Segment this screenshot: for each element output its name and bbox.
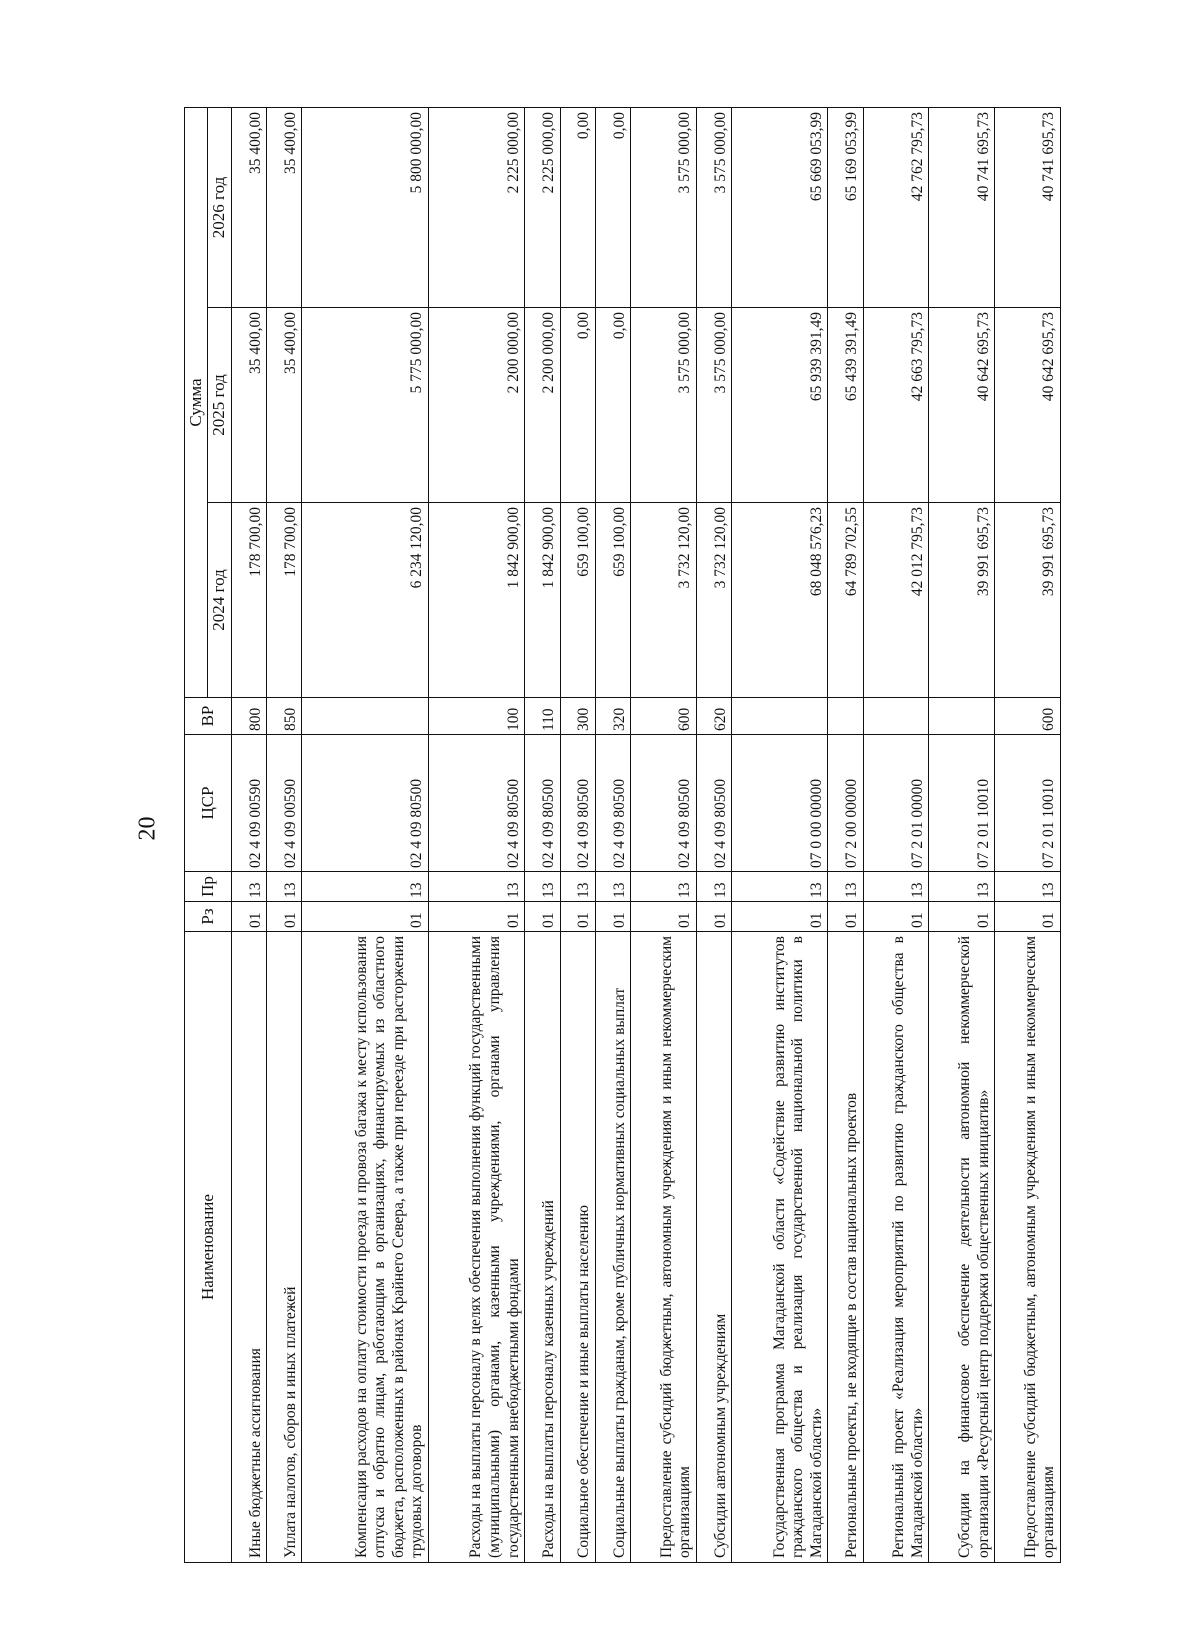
cell-pr: 13: [267, 872, 302, 902]
cell-rz: 01: [267, 902, 302, 932]
cell-2026: 3 575 000,00: [696, 108, 731, 308]
cell-2025: 40 642 695,73: [929, 308, 995, 503]
cell-csr: 02 4 09 80500: [525, 735, 560, 872]
cell-csr: 02 4 09 80500: [631, 735, 697, 872]
cell-name: Субсидии на финансовое обеспечение деятельности автономной некоммерческой организации «Ресурсный центр поддержки общественных инициатив»: [929, 932, 995, 1563]
cell-name: Компенсация расходов на оплату стоимости проезда и провоза багажа к месту использования отпуска и обратно лицам, работающим в организациях, финансируемых из областного бюджета, расположенных в районах Крайнего Севера, а также при переезде при расторжении трудовых договоров: [302, 932, 429, 1563]
cell-2026: 40 741 695,73: [995, 108, 1061, 308]
cell-2026: 35 400,00: [267, 108, 302, 308]
table-row: [929, 108, 995, 1563]
cell-pr: 13: [696, 872, 731, 902]
cell-2025: 2 200 000,00: [525, 308, 560, 503]
cell-vr: [863, 698, 929, 735]
table-row: [429, 108, 525, 1563]
cell-csr: 02 4 09 00590: [267, 735, 302, 872]
table-row: [863, 108, 929, 1563]
table-row: [595, 108, 630, 1563]
cell-csr: 02 4 09 80500: [696, 735, 731, 872]
cell-2024: 42 012 795,73: [863, 503, 929, 698]
cell-2024: 39 991 695,73: [995, 503, 1061, 698]
cell-2025: 35 400,00: [231, 308, 266, 503]
cell-rz: 01: [595, 902, 630, 932]
cell-csr: 02 4 09 80500: [560, 735, 595, 872]
cell-rz: 01: [302, 902, 429, 932]
cell-2025: 2 200 000,00: [429, 308, 525, 503]
cell-name: Расходы на выплаты персоналу казенных учреждений: [525, 932, 560, 1563]
cell-name: Социальное обеспечение и иные выплаты населению: [560, 932, 595, 1563]
page-number: 20: [134, 816, 161, 841]
header-vr: ВР: [185, 698, 232, 735]
cell-vr: 850: [267, 698, 302, 735]
cell-2025: 65 439 391,49: [828, 308, 863, 503]
cell-name: Предоставление субсидий бюджетным, автономным учреждениям и иным некоммерческим организациям: [995, 932, 1061, 1563]
cell-pr: 13: [863, 872, 929, 902]
cell-2026: 65 669 053,99: [732, 108, 828, 308]
cell-csr: 02 4 09 80500: [429, 735, 525, 872]
table-row: [302, 108, 429, 1563]
cell-csr: 07 2 01 00000: [863, 735, 929, 872]
cell-csr: 02 4 09 80500: [595, 735, 630, 872]
cell-2026: 40 741 695,73: [929, 108, 995, 308]
cell-vr: [732, 698, 828, 735]
header-row-1: [185, 108, 208, 1563]
cell-rz: 01: [231, 902, 266, 932]
cell-rz: 01: [929, 902, 995, 932]
cell-rz: 01: [560, 902, 595, 932]
cell-2026: 35 400,00: [231, 108, 266, 308]
cell-rz: 01: [696, 902, 731, 932]
cell-2026: 3 575 000,00: [631, 108, 697, 308]
cell-csr: 02 4 09 00590: [231, 735, 266, 872]
cell-2025: 40 642 695,73: [995, 308, 1061, 503]
cell-2024: 178 700,00: [231, 503, 266, 698]
cell-name: Иные бюджетные ассигнования: [231, 932, 266, 1563]
cell-2026: 2 225 000,00: [525, 108, 560, 308]
cell-rz: 01: [995, 902, 1061, 932]
cell-vr: 600: [995, 698, 1061, 735]
table-row: [995, 108, 1061, 1563]
cell-pr: 13: [302, 872, 429, 902]
header-2025: 2025 год: [208, 308, 231, 503]
cell-csr: 02 4 09 80500: [302, 735, 429, 872]
cell-rz: 01: [525, 902, 560, 932]
header-2024: 2024 год: [208, 503, 231, 698]
cell-vr: 100: [429, 698, 525, 735]
cell-2024: 39 991 695,73: [929, 503, 995, 698]
cell-pr: 13: [560, 872, 595, 902]
cell-2024: 3 732 120,00: [631, 503, 697, 698]
cell-2024: 178 700,00: [267, 503, 302, 698]
rotated-page-content: [184, 108, 1061, 1563]
cell-2024: 6 234 120,00: [302, 503, 429, 698]
cell-pr: 13: [631, 872, 697, 902]
table-row: [560, 108, 595, 1563]
cell-2025: 3 575 000,00: [696, 308, 731, 503]
table-row: [231, 108, 266, 1563]
cell-rz: 01: [631, 902, 697, 932]
cell-name: Уплата налогов, сборов и иных платежей: [267, 932, 302, 1563]
cell-pr: 13: [231, 872, 266, 902]
cell-vr: [302, 698, 429, 735]
cell-vr: [929, 698, 995, 735]
cell-csr: 07 2 01 10010: [995, 735, 1061, 872]
table-row: [828, 108, 863, 1563]
cell-csr: 07 2 01 10010: [929, 735, 995, 872]
cell-2026: 65 169 053,99: [828, 108, 863, 308]
header-pr: Пр: [185, 872, 232, 902]
cell-pr: 13: [828, 872, 863, 902]
cell-rz: 01: [863, 902, 929, 932]
cell-2024: 659 100,00: [560, 503, 595, 698]
cell-2024: 1 842 900,00: [525, 503, 560, 698]
cell-2026: 0,00: [560, 108, 595, 308]
table-body: [231, 108, 1060, 1563]
cell-vr: 320: [595, 698, 630, 735]
cell-vr: 620: [696, 698, 731, 735]
cell-rz: 01: [828, 902, 863, 932]
cell-2025: 5 775 000,00: [302, 308, 429, 503]
header-csr: ЦСР: [185, 735, 232, 872]
table-row: [732, 108, 828, 1563]
header-rz: Рз: [185, 902, 232, 932]
cell-rz: 01: [732, 902, 828, 932]
table-row: [267, 108, 302, 1563]
cell-pr: 13: [595, 872, 630, 902]
cell-name: Региональный проект «Реализация мероприятий по развитию гражданского общества в Магаданской области»: [863, 932, 929, 1563]
cell-csr: 07 0 00 00000: [732, 735, 828, 872]
cell-pr: 13: [995, 872, 1061, 902]
cell-2025: 35 400,00: [267, 308, 302, 503]
cell-pr: 13: [929, 872, 995, 902]
cell-name: Субсидии автономным учреждениям: [696, 932, 731, 1563]
cell-name: Социальные выплаты гражданам, кроме публичных нормативных социальных выплат: [595, 932, 630, 1563]
cell-csr: 07 2 00 00000: [828, 735, 863, 872]
cell-2024: 3 732 120,00: [696, 503, 731, 698]
cell-rz: 01: [429, 902, 525, 932]
cell-2025: 3 575 000,00: [631, 308, 697, 503]
header-2026: 2026 год: [208, 108, 231, 308]
cell-2025: 0,00: [595, 308, 630, 503]
cell-name: Расходы на выплаты персоналу в целях обеспечения выполнения функций государственными (муниципальными) органами, казенными учреждениями, органами управления государственными внебюджетными фондами: [429, 932, 525, 1563]
cell-vr: 110: [525, 698, 560, 735]
cell-pr: 13: [525, 872, 560, 902]
cell-2026: 5 800 000,00: [302, 108, 429, 308]
cell-2026: 2 225 000,00: [429, 108, 525, 308]
cell-vr: 600: [631, 698, 697, 735]
cell-vr: 300: [560, 698, 595, 735]
header-sum: Сумма: [185, 108, 208, 698]
cell-pr: 13: [429, 872, 525, 902]
cell-vr: [828, 698, 863, 735]
cell-name: Предоставление субсидий бюджетным, автономным учреждениям и иным некоммерческим организациям: [631, 932, 697, 1563]
cell-name: Региональные проекты, не входящие в состав национальных проектов: [828, 932, 863, 1563]
cell-2024: 68 048 576,23: [732, 503, 828, 698]
budget-table: [184, 107, 1061, 1563]
cell-2025: 42 663 795,73: [863, 308, 929, 503]
cell-2024: 64 789 702,55: [828, 503, 863, 698]
cell-2024: 1 842 900,00: [429, 503, 525, 698]
cell-2024: 659 100,00: [595, 503, 630, 698]
header-name: Наименование: [185, 932, 232, 1563]
cell-pr: 13: [732, 872, 828, 902]
table-row: [696, 108, 731, 1563]
cell-2025: 0,00: [560, 308, 595, 503]
cell-2025: 65 939 391,49: [732, 308, 828, 503]
table-row: [525, 108, 560, 1563]
cell-2026: 0,00: [595, 108, 630, 308]
cell-2026: 42 762 795,73: [863, 108, 929, 308]
cell-name: Государственная программа Магаданской области «Содействие развитию институтов гражданского общества и реализация государственной национальной политики в Магаданской области»: [732, 932, 828, 1563]
table-row: [631, 108, 697, 1563]
cell-vr: 800: [231, 698, 266, 735]
